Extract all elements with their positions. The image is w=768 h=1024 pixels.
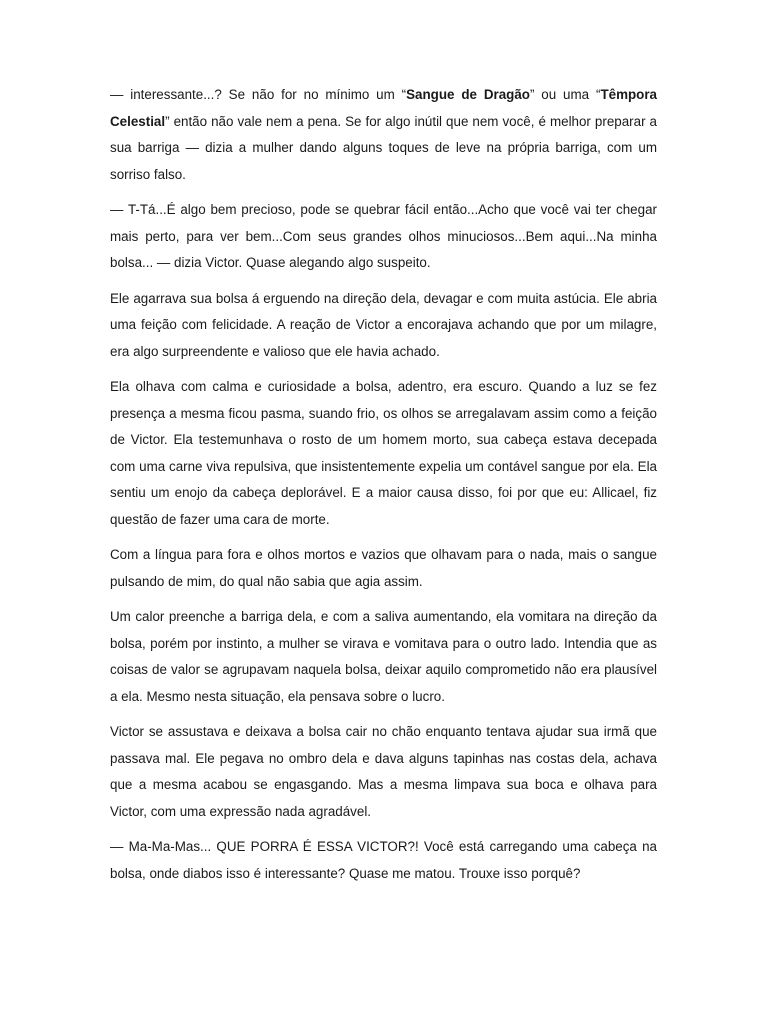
text-segment: Um calor preenche a barriga dela, e com a saliva aumentando, ela vomitara na direção da bolsa, porém por instinto, a mulher se virava e vomitava para o outro lado. Intendia que as coisas de valor se agrupavam naquela bolsa, deixar aquilo comprometido não era plausível a ela. Mesmo nesta situação, ela pensava sobre o lucro.: [110, 609, 657, 704]
paragraph-2: [110, 197, 657, 277]
paragraph-3: [110, 286, 657, 366]
paragraph-1: [110, 82, 657, 188]
document-page: [110, 82, 657, 896]
bold-term-tempora-celestial: Têmpora Celestial: [110, 87, 657, 129]
text-segment: ” então não vale nem a pena. Se for algo inútil que nem você, é melhor preparar a sua barriga — dizia a mulher dando alguns toques de leve na própria barriga, com um sorriso falso.: [110, 113, 657, 182]
text-segment: Com a língua para fora e olhos mortos e vazios que olhavam para o nada, mais o sangue pulsando de mim, do qual não sabia que agia assim.: [110, 547, 657, 589]
text-segment: ” ou uma “: [529, 87, 601, 102]
text-segment: — interessante...? Se não for no mínimo um “: [110, 87, 407, 102]
paragraph-8: [110, 834, 657, 887]
paragraph-7: [110, 719, 657, 825]
paragraph-4: [110, 374, 657, 533]
text-segment: — T-Tá...É algo bem precioso, pode se quebrar fácil então...Acho que você vai ter chegar mais perto, para ver bem...Com seus grandes olhos minuciosos...Bem aqui...Na minha bolsa... — dizia Victor. Quase alegando algo suspeito.: [110, 202, 657, 270]
bold-term-sangue-de-dragao: Sangue de Dragão: [406, 87, 530, 102]
paragraph-6: [110, 604, 657, 710]
paragraph-5: [110, 542, 657, 595]
text-segment: Ela olhava com calma e curiosidade a bolsa, adentro, era escuro. Quando a luz se fez presença a mesma ficou pasma, suando frio, os olhos se arregalavam assim como a feição de Victor. Ela testemunhava o rosto de um homem morto, sua cabeça estava decepada com uma carne viva repulsiva, que insistentemente expelia um contável sangue por ela. Ela sentiu um enojo da cabeça deplorável. E a maior causa disso, foi por que eu: Allicael, fiz questão de fazer uma cara de morte.: [110, 379, 657, 527]
text-segment: Victor se assustava e deixava a bolsa cair no chão enquanto tentava ajudar sua irmã que passava mal. Ele pegava no ombro dela e dava alguns tapinhas nas costas dela, achava que a mesma acabou se engasgando. Mas a mesma limpava sua boca e olhava para Victor, com uma expressão nada agradável.: [110, 724, 657, 819]
text-segment: Ele agarrava sua bolsa á erguendo na direção dela, devagar e com muita astúcia. Ele abria uma feição com felicidade. A reação de Victor a encorajava achando que por um milagre, era algo surpreendente e valioso que ele havia achado.: [110, 290, 657, 359]
text-segment: — Ma-Ma-Mas... QUE PORRA É ESSA VICTOR?! Você está carregando uma cabeça na bolsa, onde diabos isso é interessante? Quase me matou. Trouxe isso porquê?: [110, 839, 657, 881]
